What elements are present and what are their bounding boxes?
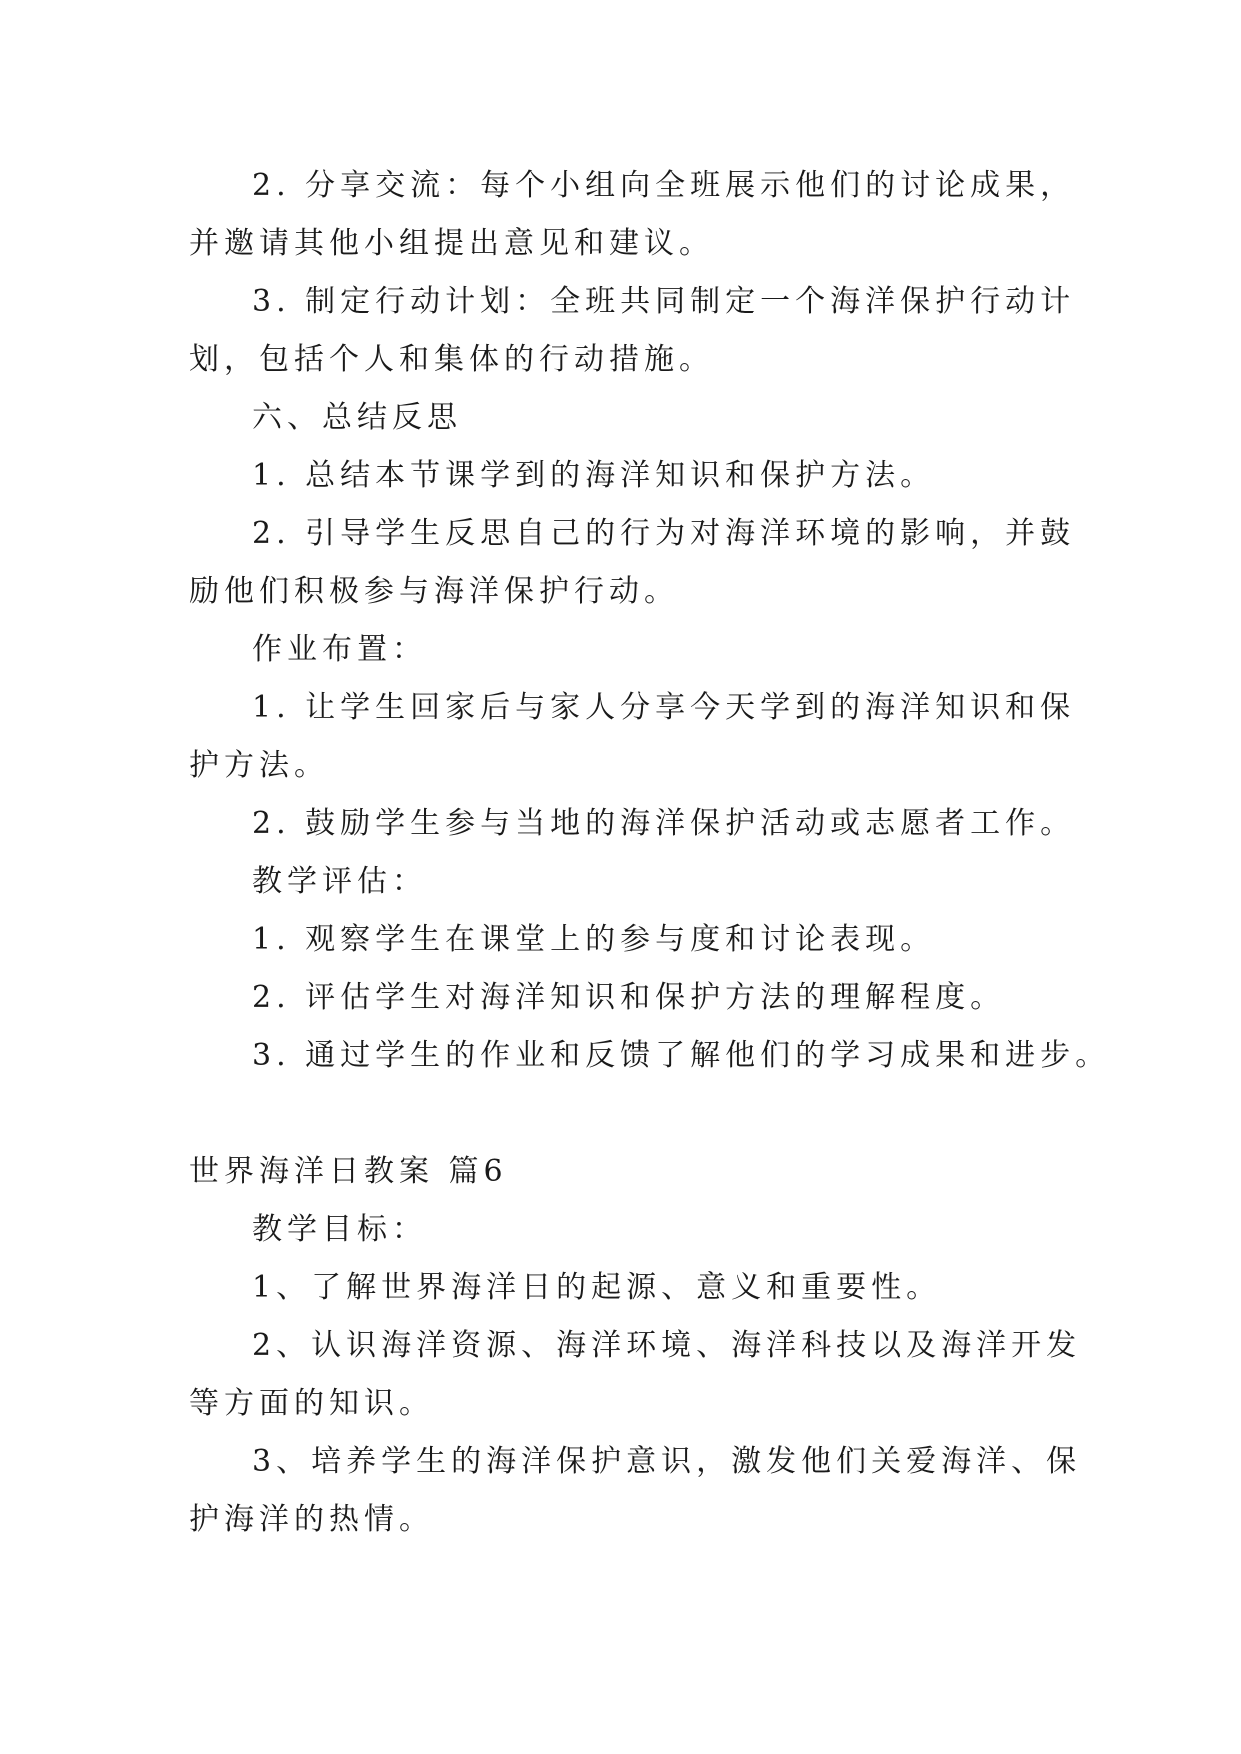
list-item-objective-3: 3、培养学生的海洋保护意识，激发他们关爱海洋、保 [252, 1444, 1082, 1479]
list-item-homework-2: 2. 鼓励学生参与当地的海洋保护活动或志愿者工作。 [252, 806, 1076, 841]
list-item-homework-1: 1. 让学生回家后与家人分享今天学到的海洋知识和保 [252, 690, 1076, 725]
section-heading-summary: 六、总结反思 [252, 400, 462, 435]
list-item-objective-3-cont: 护海洋的热情。 [189, 1502, 434, 1537]
paragraph-action-plan: 3. 制定行动计划：全班共同制定一个海洋保护行动计 [252, 284, 1076, 319]
list-item-objective-1: 1、了解世界海洋日的起源、意义和重要性。 [252, 1270, 942, 1305]
section-heading-evaluation: 教学评估： [252, 864, 427, 899]
list-item-evaluation-1: 1. 观察学生在课堂上的参与度和讨论表现。 [252, 922, 936, 957]
article-title: 世界海洋日教案 篇6 [189, 1154, 508, 1189]
paragraph-share-exchange-cont: 并邀请其他小组提出意见和建议。 [189, 226, 714, 261]
section-heading-homework: 作业布置： [252, 632, 427, 667]
list-item-objective-2-cont: 等方面的知识。 [189, 1386, 434, 1421]
section-heading-objectives: 教学目标： [252, 1212, 427, 1247]
list-item-objective-2: 2、认识海洋资源、海洋环境、海洋科技以及海洋开发 [252, 1328, 1082, 1363]
list-item-evaluation-2: 2. 评估学生对海洋知识和保护方法的理解程度。 [252, 980, 1006, 1015]
list-item-summary-2: 2. 引导学生反思自己的行为对海洋环境的影响，并鼓 [252, 516, 1076, 551]
paragraph-action-plan-cont: 划，包括个人和集体的行动措施。 [189, 342, 714, 377]
paragraph-share-exchange: 2. 分享交流：每个小组向全班展示他们的讨论成果， [252, 168, 1076, 203]
list-item-evaluation-3: 3. 通过学生的作业和反馈了解他们的学习成果和进步。 [252, 1038, 1111, 1073]
list-item-summary-1: 1. 总结本节课学到的海洋知识和保护方法。 [252, 458, 936, 493]
list-item-homework-1-cont: 护方法。 [189, 748, 329, 783]
list-item-summary-2-cont: 励他们积极参与海洋保护行动。 [189, 574, 679, 609]
